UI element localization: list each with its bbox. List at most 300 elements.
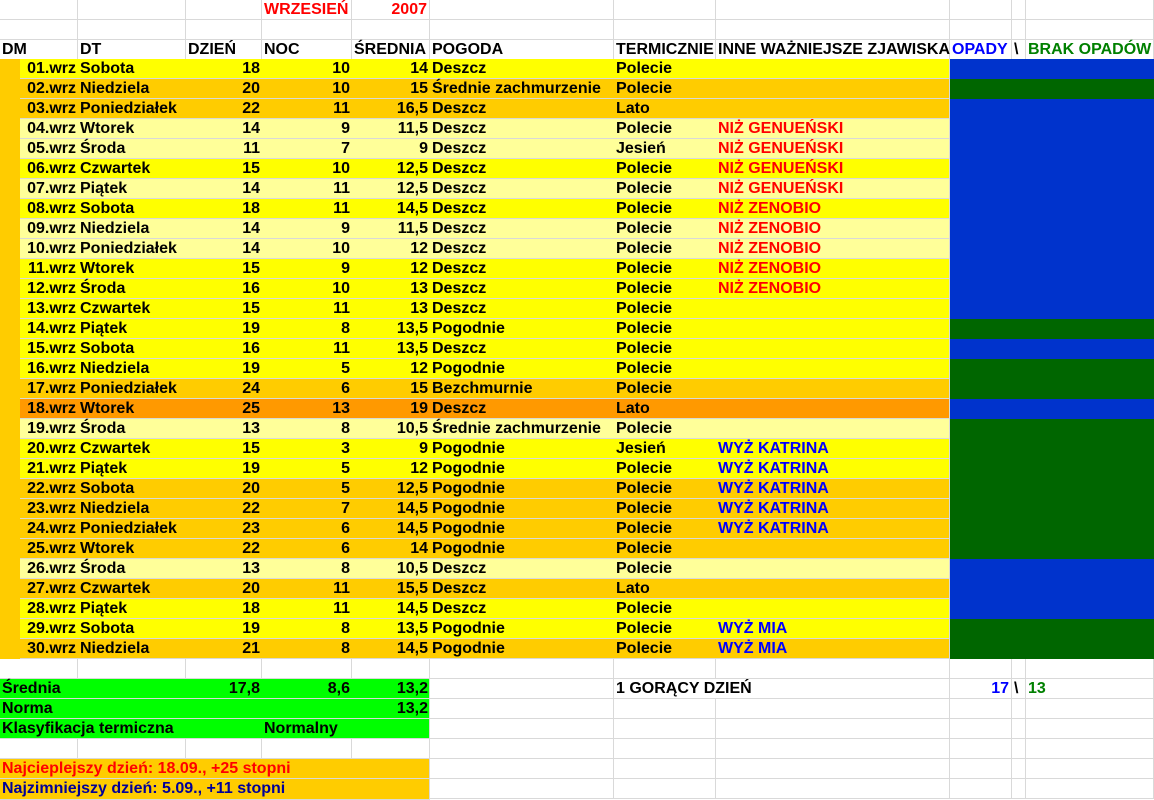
mean-temp-cell[interactable]: 14 bbox=[410, 60, 428, 77]
phenomenon-cell[interactable]: NIŻ GENUEŃSKI bbox=[718, 160, 844, 177]
no-precipitation-marker[interactable] bbox=[950, 79, 1154, 99]
date-cell[interactable]: 15.wrz bbox=[27, 340, 76, 357]
weekday-cell[interactable]: Sobota bbox=[80, 60, 135, 77]
thermal-cell[interactable]: Polecie bbox=[616, 160, 673, 177]
date-cell[interactable]: 12.wrz bbox=[27, 280, 76, 297]
coldest-day[interactable]: Najzimniejszy dzień: 5.09., +11 stopni bbox=[2, 780, 286, 797]
day-temp-cell[interactable]: 15 bbox=[242, 260, 260, 277]
night-temp-cell[interactable]: 8 bbox=[341, 420, 350, 437]
day-temp-cell[interactable]: 19 bbox=[242, 460, 260, 477]
day-temp-cell[interactable]: 20 bbox=[242, 580, 260, 597]
hot-days-cell[interactable]: 1 GORĄCY DZIEŃ bbox=[614, 679, 950, 699]
phenomenon-cell[interactable] bbox=[716, 319, 950, 339]
night-temp-cell[interactable]: 11 bbox=[333, 340, 350, 357]
thermal-cell[interactable]: Polecie bbox=[616, 540, 673, 557]
weather-cell[interactable]: Deszcz bbox=[432, 160, 487, 177]
date-cell[interactable]: 11.wrz bbox=[27, 260, 76, 277]
weather-cell[interactable]: Bezchmurnie bbox=[432, 380, 533, 397]
phenomenon-cell[interactable] bbox=[716, 559, 950, 579]
night-temp-cell[interactable]: 8 bbox=[341, 640, 350, 657]
weather-cell[interactable]: Pogodnie bbox=[432, 500, 505, 517]
weather-cell[interactable]: Pogodnie bbox=[432, 440, 505, 457]
thermal-cell[interactable]: Jesień bbox=[616, 140, 666, 157]
thermal-cell[interactable]: Polecie bbox=[616, 560, 673, 577]
weekday-cell[interactable]: Wtorek bbox=[80, 120, 135, 137]
night-temp-cell[interactable]: 10 bbox=[332, 240, 350, 257]
precipitation-marker[interactable] bbox=[950, 259, 1154, 279]
header-dzien[interactable]: DZIEŃ bbox=[186, 40, 262, 60]
cell-empty[interactable] bbox=[0, 739, 78, 759]
phenomenon-cell[interactable]: NIŻ ZENOBIO bbox=[718, 200, 822, 217]
phenomenon-cell[interactable]: NIŻ ZENOBIO bbox=[718, 240, 822, 257]
phenomenon-cell[interactable]: NIŻ GENUEŃSKI bbox=[718, 140, 844, 157]
date-cell[interactable]: 03.wrz bbox=[27, 100, 76, 117]
header-srednia[interactable]: ŚREDNIA bbox=[352, 40, 430, 60]
thermal-cell[interactable]: Polecie bbox=[616, 80, 673, 97]
weather-cell[interactable]: Deszcz bbox=[432, 400, 487, 417]
date-cell[interactable]: 28.wrz bbox=[27, 600, 76, 617]
mean-temp-cell[interactable]: 12 bbox=[410, 240, 428, 257]
day-temp-cell[interactable]: 19 bbox=[242, 620, 260, 637]
thermal-cell[interactable]: Polecie bbox=[616, 320, 673, 337]
mean-temp-cell[interactable]: 10,5 bbox=[396, 560, 428, 577]
night-temp-cell[interactable]: 8 bbox=[341, 620, 350, 637]
day-temp-cell[interactable]: 22 bbox=[242, 500, 260, 517]
thermal-cell[interactable]: Polecie bbox=[616, 260, 673, 277]
no-precipitation-marker[interactable] bbox=[950, 619, 1154, 639]
day-temp-cell[interactable]: 14 bbox=[242, 180, 260, 197]
thermal-cell[interactable]: Lato bbox=[616, 100, 650, 117]
mean-temp-cell[interactable]: 12 bbox=[410, 260, 428, 277]
precipitation-marker[interactable] bbox=[950, 219, 1154, 239]
thermal-cell[interactable]: Polecie bbox=[616, 640, 673, 657]
weather-cell[interactable]: Deszcz bbox=[432, 580, 487, 597]
weekday-cell[interactable]: Czwartek bbox=[80, 160, 151, 177]
year-cell[interactable]: 2007 bbox=[352, 0, 430, 20]
night-temp-cell[interactable]: 10 bbox=[332, 160, 350, 177]
no-precipitation-marker[interactable] bbox=[950, 499, 1154, 519]
night-temp-cell[interactable]: 11 bbox=[333, 600, 350, 617]
date-cell[interactable]: 08.wrz bbox=[27, 200, 76, 217]
thermal-cell[interactable]: Polecie bbox=[616, 600, 673, 617]
cell-empty[interactable] bbox=[430, 679, 614, 699]
cell-empty[interactable] bbox=[186, 0, 262, 20]
weekday-cell[interactable]: Poniedziałek bbox=[80, 100, 177, 117]
day-temp-cell[interactable]: 23 bbox=[242, 520, 260, 537]
weather-cell[interactable]: Deszcz bbox=[432, 100, 487, 117]
night-temp-cell[interactable]: 7 bbox=[341, 140, 350, 157]
average-night[interactable]: 8,6 bbox=[327, 680, 350, 697]
mean-temp-cell[interactable]: 16,5 bbox=[396, 100, 428, 117]
cell-empty[interactable] bbox=[78, 0, 186, 20]
header-opady[interactable]: OPADY bbox=[950, 40, 1012, 60]
day-temp-cell[interactable]: 13 bbox=[242, 420, 260, 437]
day-temp-cell[interactable]: 13 bbox=[242, 560, 260, 577]
cell-empty[interactable] bbox=[78, 659, 186, 679]
weekday-cell[interactable]: Poniedziałek bbox=[80, 520, 177, 537]
weekday-cell[interactable]: Sobota bbox=[80, 200, 135, 217]
cell-empty[interactable] bbox=[614, 20, 716, 40]
cell-empty[interactable] bbox=[430, 699, 614, 719]
date-cell[interactable]: 06.wrz bbox=[27, 160, 76, 177]
thermal-cell[interactable]: Polecie bbox=[616, 620, 673, 637]
day-temp-cell[interactable]: 14 bbox=[242, 220, 260, 237]
thermal-cell[interactable]: Polecie bbox=[616, 340, 673, 357]
phenomenon-cell[interactable]: WYŻ KATRINA bbox=[718, 480, 829, 497]
day-temp-cell[interactable]: 18 bbox=[242, 200, 260, 217]
night-temp-cell[interactable]: 5 bbox=[341, 460, 350, 477]
weather-cell[interactable]: Pogodnie bbox=[432, 620, 505, 637]
phenomenon-cell[interactable] bbox=[716, 419, 950, 439]
header-noc[interactable]: NOC bbox=[262, 40, 352, 60]
day-temp-cell[interactable]: 19 bbox=[242, 360, 260, 377]
no-precipitation-marker[interactable] bbox=[950, 519, 1154, 539]
cell-empty[interactable] bbox=[430, 739, 614, 759]
cell-empty[interactable] bbox=[614, 779, 716, 799]
phenomenon-cell[interactable]: NIŻ GENUEŃSKI bbox=[718, 120, 844, 137]
phenomenon-cell[interactable] bbox=[716, 359, 950, 379]
mean-temp-cell[interactable]: 14,5 bbox=[396, 200, 428, 217]
cell-empty[interactable] bbox=[614, 0, 716, 20]
no-precipitation-marker[interactable] bbox=[950, 379, 1154, 399]
night-temp-cell[interactable]: 7 bbox=[341, 500, 350, 517]
weekday-cell[interactable]: Sobota bbox=[80, 620, 135, 637]
header-termicznie[interactable]: TERMICZNIE bbox=[614, 40, 716, 60]
header-brak-opadow[interactable]: BRAK OPADÓW bbox=[1026, 40, 1154, 60]
night-temp-cell[interactable]: 6 bbox=[341, 540, 350, 557]
precipitation-marker[interactable] bbox=[950, 299, 1154, 319]
night-temp-cell[interactable]: 8 bbox=[341, 560, 350, 577]
cell-empty[interactable] bbox=[352, 659, 430, 679]
date-cell[interactable]: 18.wrz bbox=[27, 400, 76, 417]
cell-empty[interactable] bbox=[0, 0, 78, 20]
weekday-cell[interactable]: Sobota bbox=[80, 340, 135, 357]
mean-temp-cell[interactable]: 15,5 bbox=[396, 580, 428, 597]
night-temp-cell[interactable]: 9 bbox=[341, 220, 350, 237]
mean-temp-cell[interactable]: 13,5 bbox=[396, 620, 428, 637]
phenomenon-cell[interactable]: NIŻ ZENOBIO bbox=[718, 260, 822, 277]
thermal-cell[interactable]: Polecie bbox=[616, 360, 673, 377]
cell-empty[interactable] bbox=[0, 659, 78, 679]
weather-cell[interactable]: Deszcz bbox=[432, 140, 487, 157]
weekday-cell[interactable]: Czwartek bbox=[80, 440, 151, 457]
cell-empty[interactable] bbox=[430, 0, 614, 20]
phenomenon-cell[interactable] bbox=[716, 99, 950, 119]
weekday-cell[interactable]: Niedziela bbox=[80, 220, 150, 237]
phenomenon-cell[interactable] bbox=[716, 79, 950, 99]
phenomenon-cell[interactable] bbox=[716, 599, 950, 619]
precipitation-marker[interactable] bbox=[950, 239, 1154, 259]
cell-empty[interactable] bbox=[1026, 779, 1154, 799]
weather-cell[interactable]: Deszcz bbox=[432, 240, 487, 257]
date-cell[interactable]: 22.wrz bbox=[27, 480, 76, 497]
average-label[interactable]: Średnia bbox=[2, 680, 61, 697]
mean-temp-cell[interactable]: 13,5 bbox=[396, 320, 428, 337]
cell-empty[interactable] bbox=[1026, 20, 1154, 40]
weather-cell[interactable]: Deszcz bbox=[432, 300, 487, 317]
cell-empty[interactable] bbox=[1012, 20, 1026, 40]
phenomenon-cell[interactable] bbox=[716, 399, 950, 419]
cell-empty[interactable] bbox=[186, 659, 262, 679]
date-cell[interactable]: 07.wrz bbox=[27, 180, 76, 197]
date-cell[interactable]: 13.wrz bbox=[27, 300, 76, 317]
average-mean[interactable]: 13,2 bbox=[396, 680, 428, 697]
cell-empty[interactable] bbox=[1026, 739, 1154, 759]
cell-empty[interactable] bbox=[716, 699, 950, 719]
cell-empty[interactable] bbox=[1012, 0, 1026, 20]
date-cell[interactable]: 30.wrz bbox=[27, 640, 76, 657]
thermal-cell[interactable]: Polecie bbox=[616, 120, 673, 137]
phenomenon-cell[interactable]: NIŻ ZENOBIO bbox=[718, 220, 822, 237]
cell-empty[interactable] bbox=[716, 739, 950, 759]
thermal-cell[interactable]: Polecie bbox=[616, 180, 673, 197]
cell-empty[interactable] bbox=[614, 699, 716, 719]
cell-empty[interactable] bbox=[262, 20, 352, 40]
cell-empty[interactable] bbox=[430, 659, 614, 679]
weather-cell[interactable]: Pogodnie bbox=[432, 480, 505, 497]
average-day[interactable]: 17,8 bbox=[228, 680, 260, 697]
cell-empty[interactable] bbox=[614, 719, 716, 739]
day-temp-cell[interactable]: 18 bbox=[242, 60, 260, 77]
cell-empty[interactable] bbox=[430, 20, 614, 40]
phenomenon-cell[interactable]: WYŻ KATRINA bbox=[718, 440, 829, 457]
weekday-cell[interactable]: Wtorek bbox=[80, 260, 135, 277]
weekday-cell[interactable]: Piątek bbox=[80, 180, 128, 197]
precipitation-marker[interactable] bbox=[950, 59, 1154, 79]
precipitation-marker[interactable] bbox=[950, 339, 1154, 359]
cell-empty[interactable] bbox=[430, 719, 614, 739]
phenomenon-cell[interactable]: WYŻ MIA bbox=[718, 620, 788, 637]
no-precipitation-marker[interactable] bbox=[950, 459, 1154, 479]
precipitation-marker[interactable] bbox=[950, 579, 1154, 599]
night-temp-cell[interactable]: 9 bbox=[341, 120, 350, 137]
night-temp-cell[interactable]: 11 bbox=[333, 300, 350, 317]
mean-temp-cell[interactable]: 12,5 bbox=[396, 160, 428, 177]
cell-empty[interactable] bbox=[430, 779, 614, 799]
header-separator[interactable]: \ bbox=[1012, 40, 1026, 60]
cell-empty[interactable] bbox=[614, 659, 716, 679]
mean-temp-cell[interactable]: 13 bbox=[410, 280, 428, 297]
weather-cell[interactable]: Deszcz bbox=[432, 600, 487, 617]
weekday-cell[interactable]: Wtorek bbox=[80, 400, 135, 417]
cell-empty[interactable] bbox=[1012, 739, 1026, 759]
classification-value[interactable]: Normalny bbox=[264, 720, 338, 737]
classification-label[interactable]: Klasyfikacja termiczna bbox=[2, 720, 174, 737]
no-precipitation-marker[interactable] bbox=[950, 439, 1154, 459]
mean-temp-cell[interactable]: 12,5 bbox=[396, 180, 428, 197]
cell-empty[interactable] bbox=[1026, 719, 1154, 739]
mean-temp-cell[interactable]: 12,5 bbox=[396, 480, 428, 497]
night-temp-cell[interactable]: 10 bbox=[332, 80, 350, 97]
weekday-cell[interactable]: Wtorek bbox=[80, 540, 135, 557]
date-cell[interactable]: 17.wrz bbox=[27, 380, 76, 397]
no-precipitation-marker[interactable] bbox=[950, 359, 1154, 379]
thermal-cell[interactable]: Polecie bbox=[616, 520, 673, 537]
night-temp-cell[interactable]: 13 bbox=[332, 400, 350, 417]
mean-temp-cell[interactable]: 11,5 bbox=[397, 120, 428, 137]
month-cell[interactable]: WRZESIEŃ bbox=[262, 0, 352, 20]
cell-empty[interactable] bbox=[1012, 659, 1026, 679]
precipitation-marker[interactable] bbox=[950, 179, 1154, 199]
mean-temp-cell[interactable]: 12 bbox=[410, 460, 428, 477]
mean-temp-cell[interactable]: 15 bbox=[410, 80, 428, 97]
cell-empty[interactable] bbox=[1026, 659, 1154, 679]
night-temp-cell[interactable]: 11 bbox=[333, 100, 350, 117]
weekday-cell[interactable]: Czwartek bbox=[80, 300, 151, 317]
weekday-cell[interactable]: Środa bbox=[80, 280, 126, 297]
date-cell[interactable]: 20.wrz bbox=[27, 440, 76, 457]
cell-empty[interactable] bbox=[262, 659, 352, 679]
cell-empty[interactable] bbox=[1012, 699, 1026, 719]
date-cell[interactable]: 05.wrz bbox=[27, 140, 76, 157]
thermal-cell[interactable]: Polecie bbox=[616, 220, 673, 237]
night-temp-cell[interactable]: 6 bbox=[341, 520, 350, 537]
no-precipitation-marker[interactable] bbox=[950, 539, 1154, 559]
day-temp-cell[interactable]: 18 bbox=[242, 600, 260, 617]
day-temp-cell[interactable]: 21 bbox=[242, 640, 260, 657]
rain-days-count[interactable]: 17 bbox=[950, 679, 1012, 699]
cell-empty[interactable] bbox=[950, 719, 1012, 739]
day-temp-cell[interactable]: 11 bbox=[243, 140, 260, 157]
cell-empty[interactable] bbox=[950, 779, 1012, 799]
cell-empty[interactable] bbox=[1026, 0, 1154, 20]
no-precipitation-marker[interactable] bbox=[950, 479, 1154, 499]
weekday-cell[interactable]: Sobota bbox=[80, 480, 135, 497]
weather-cell[interactable]: Deszcz bbox=[432, 200, 487, 217]
night-temp-cell[interactable]: 10 bbox=[332, 280, 350, 297]
weather-cell[interactable]: Deszcz bbox=[432, 220, 487, 237]
cell-empty[interactable] bbox=[614, 739, 716, 759]
mean-temp-cell[interactable]: 14,5 bbox=[396, 520, 428, 537]
cell-empty[interactable] bbox=[186, 20, 262, 40]
norm-label[interactable]: Norma bbox=[2, 700, 53, 717]
cell-empty[interactable] bbox=[950, 659, 1012, 679]
precipitation-marker[interactable] bbox=[950, 159, 1154, 179]
norm-value[interactable]: 13,2 bbox=[396, 700, 428, 717]
precipitation-marker[interactable] bbox=[950, 399, 1154, 419]
thermal-cell[interactable]: Polecie bbox=[616, 240, 673, 257]
phenomenon-cell[interactable]: NIŻ GENUEŃSKI bbox=[718, 180, 844, 197]
thermal-cell[interactable]: Jesień bbox=[616, 440, 666, 457]
cell-empty[interactable] bbox=[716, 659, 950, 679]
weekday-cell[interactable]: Piątek bbox=[80, 600, 128, 617]
night-temp-cell[interactable]: 5 bbox=[341, 480, 350, 497]
thermal-cell[interactable]: Polecie bbox=[616, 460, 673, 477]
night-temp-cell[interactable]: 11 bbox=[333, 200, 350, 217]
weekday-cell[interactable]: Piątek bbox=[80, 460, 128, 477]
date-cell[interactable]: 19.wrz bbox=[27, 420, 76, 437]
phenomenon-cell[interactable] bbox=[716, 379, 950, 399]
night-temp-cell[interactable]: 5 bbox=[341, 360, 350, 377]
mean-temp-cell[interactable]: 19 bbox=[410, 400, 428, 417]
header-pogoda[interactable]: POGODA bbox=[430, 40, 614, 60]
date-cell[interactable]: 16.wrz bbox=[27, 360, 76, 377]
thermal-cell[interactable]: Polecie bbox=[616, 480, 673, 497]
phenomenon-cell[interactable] bbox=[716, 59, 950, 79]
phenomenon-cell[interactable] bbox=[716, 579, 950, 599]
mean-temp-cell[interactable]: 9 bbox=[419, 440, 428, 457]
mean-temp-cell[interactable]: 14,5 bbox=[396, 600, 428, 617]
cell-empty[interactable] bbox=[1012, 719, 1026, 739]
cell-empty[interactable] bbox=[1012, 759, 1026, 779]
weekday-cell[interactable]: Piątek bbox=[80, 320, 128, 337]
day-temp-cell[interactable]: 20 bbox=[242, 480, 260, 497]
precipitation-marker[interactable] bbox=[950, 599, 1154, 619]
day-temp-cell[interactable]: 15 bbox=[242, 440, 260, 457]
header-dm[interactable]: DM bbox=[0, 40, 78, 60]
day-temp-cell[interactable]: 19 bbox=[242, 320, 260, 337]
weather-cell[interactable]: Pogodnie bbox=[432, 320, 505, 337]
weekday-cell[interactable]: Środa bbox=[80, 560, 126, 577]
cell-empty[interactable] bbox=[716, 759, 950, 779]
phenomenon-cell[interactable]: NIŻ ZENOBIO bbox=[718, 280, 822, 297]
date-cell[interactable]: 24.wrz bbox=[27, 520, 76, 537]
date-cell[interactable]: 14.wrz bbox=[27, 320, 76, 337]
phenomenon-cell[interactable]: WYŻ KATRINA bbox=[718, 520, 829, 537]
thermal-cell[interactable]: Polecie bbox=[616, 300, 673, 317]
cell-empty[interactable] bbox=[430, 759, 614, 779]
thermal-cell[interactable]: Polecie bbox=[616, 380, 673, 397]
date-cell[interactable]: 25.wrz bbox=[27, 540, 76, 557]
cell-empty[interactable] bbox=[950, 699, 1012, 719]
thermal-cell[interactable]: Polecie bbox=[616, 200, 673, 217]
mean-temp-cell[interactable]: 14,5 bbox=[396, 500, 428, 517]
phenomenon-cell[interactable] bbox=[716, 539, 950, 559]
weather-cell[interactable]: Pogodnie bbox=[432, 520, 505, 537]
cell-empty[interactable] bbox=[614, 759, 716, 779]
cell-empty[interactable] bbox=[186, 739, 262, 759]
weather-cell[interactable]: Pogodnie bbox=[432, 540, 505, 557]
weekday-cell[interactable]: Poniedziałek bbox=[80, 240, 177, 257]
weather-cell[interactable]: Deszcz bbox=[432, 120, 487, 137]
thermal-cell[interactable]: Polecie bbox=[616, 60, 673, 77]
day-temp-cell[interactable]: 24 bbox=[242, 380, 260, 397]
cell-empty[interactable] bbox=[0, 20, 78, 40]
night-temp-cell[interactable]: 8 bbox=[341, 320, 350, 337]
weather-cell[interactable]: Deszcz bbox=[432, 340, 487, 357]
cell-empty[interactable] bbox=[716, 719, 950, 739]
thermal-cell[interactable]: Lato bbox=[616, 400, 650, 417]
date-cell[interactable]: 01.wrz bbox=[27, 60, 76, 77]
cell-empty[interactable] bbox=[716, 779, 950, 799]
weekday-cell[interactable]: Niedziela bbox=[80, 80, 150, 97]
weekday-cell[interactable]: Czwartek bbox=[80, 580, 151, 597]
no-precipitation-marker[interactable] bbox=[950, 639, 1154, 659]
cell-empty[interactable] bbox=[78, 739, 186, 759]
day-temp-cell[interactable]: 16 bbox=[242, 280, 260, 297]
no-precipitation-marker[interactable] bbox=[950, 419, 1154, 439]
weather-cell[interactable]: Deszcz bbox=[432, 260, 487, 277]
mean-temp-cell[interactable]: 12 bbox=[410, 360, 428, 377]
date-cell[interactable]: 02.wrz bbox=[27, 80, 76, 97]
day-temp-cell[interactable]: 14 bbox=[242, 120, 260, 137]
cell-empty[interactable] bbox=[950, 739, 1012, 759]
thermal-cell[interactable]: Polecie bbox=[616, 280, 673, 297]
date-cell[interactable]: 04.wrz bbox=[27, 120, 76, 137]
thermal-cell[interactable]: Polecie bbox=[616, 500, 673, 517]
date-cell[interactable]: 10.wrz bbox=[27, 240, 76, 257]
cell-empty[interactable] bbox=[352, 739, 430, 759]
mean-temp-cell[interactable]: 11,5 bbox=[397, 220, 428, 237]
phenomenon-cell[interactable] bbox=[716, 339, 950, 359]
day-temp-cell[interactable]: 14 bbox=[242, 240, 260, 257]
night-temp-cell[interactable]: 3 bbox=[341, 440, 350, 457]
header-zjawiska[interactable]: INNE WAŻNIEJSZE ZJAWISKA bbox=[718, 41, 951, 58]
thermal-cell[interactable]: Polecie bbox=[616, 420, 673, 437]
cell-empty[interactable] bbox=[950, 0, 1012, 20]
cell-empty[interactable] bbox=[262, 739, 352, 759]
mean-temp-cell[interactable]: 14 bbox=[410, 540, 428, 557]
